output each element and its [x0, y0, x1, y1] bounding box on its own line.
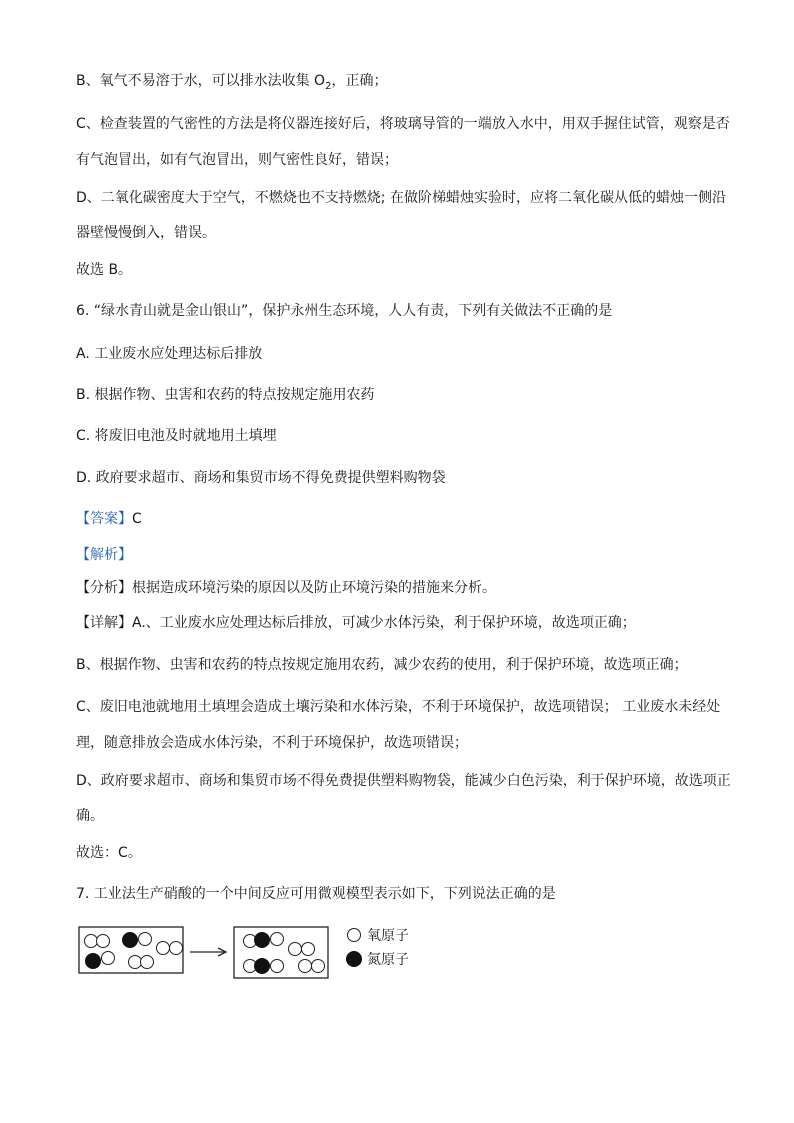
explain-b: B、根据作物、虫害和农药的特点按规定施用农药，减少农药的使用，利于保护环境，故选项正确； [76, 657, 688, 673]
option-6b: B. 根据作物、虫害和农药的特点按规定施用农药 [76, 387, 375, 403]
oxygen-atom [312, 960, 325, 973]
legend-nitrogen-label: 氮原子 [367, 952, 409, 968]
oxygen-atom [97, 935, 110, 948]
nitrogen-atom [254, 932, 270, 948]
fenxi-line: 【分析】根据造成环境污染的原因以及防止环境污染的措施来分析。 [76, 580, 496, 596]
line-c-air-tight-1: C、检查装置的气密性的方法是将仪器连接好后，将玻璃导管的一端放入水中，用双手握住试管，观察是否 [76, 116, 730, 132]
oxygen-atom [289, 943, 302, 956]
reaction-arrow-icon [190, 948, 226, 956]
oxygen-atom [139, 933, 152, 946]
oxygen-atom [141, 956, 154, 969]
explain-c-1: C、废旧电池就地用土填埋会造成土壤污染和水体污染，不利于环境保护，故选项错误； 工业废水未经处 [76, 699, 721, 715]
explain-d-2: 确。 [76, 808, 104, 824]
question-6: 6. “绿水青山就是金山银山”，保护永州生态环境，人人有责，下列有关做法不正确的是 [76, 303, 613, 319]
oxygen-atom [302, 943, 315, 956]
fenxi-tag: 【分析】 [76, 580, 132, 596]
oxygen-atom [129, 956, 142, 969]
analysis-tag: 【解析】 [76, 547, 132, 563]
legend-nitrogen-icon [346, 951, 362, 967]
option-6a: A. 工业废水应处理达标后排放 [76, 346, 263, 362]
nitrogen-atom [85, 953, 101, 969]
legend-oxygen-label: 氧原子 [367, 928, 409, 944]
oxygen-atom [271, 933, 284, 946]
line-b-oxygen: B、氧气不易溶于水，可以排水法收集 $O_2$，正确； [76, 73, 388, 92]
answer-value: C [132, 511, 142, 527]
oxygen-atom [170, 942, 183, 955]
oxygen-atom [157, 942, 170, 955]
xiangjie-line: 【详解】A.、工业废水应处理达标后排放，可减少水体污染，利于保护环境，故选项正确； [76, 615, 636, 631]
molecular-model-diagram [0, 920, 794, 990]
nitrogen-atom [254, 958, 270, 974]
oxygen-atom [299, 960, 312, 973]
oxygen-atom [85, 935, 98, 948]
analysis-heading [76, 545, 132, 565]
nitrogen-atom [122, 932, 138, 948]
line-d-co2-1: D、二氧化碳密度大于空气，不燃烧也不支持燃烧; 在做阶梯蜡烛实验时，应将二氧化碳从低的蜡烛一侧沿 [76, 190, 726, 206]
line-choose-c: 故选：C。 [76, 845, 142, 861]
explain-d-1: D、政府要求超市、商场和集贸市场不得免费提供塑料购物袋，能减少白色污染，利于保护环境，故选项正 [76, 773, 731, 789]
oxygen-atom [271, 960, 284, 973]
line-choose-b: 故选 B。 [76, 262, 133, 278]
legend-oxygen-icon [348, 929, 361, 942]
question-7: 7. 工业法生产硝酸的一个中间反应可用微观模型表示如下，下列说法正确的是 [76, 886, 556, 902]
xiangjie-tag: 【详解】 [76, 615, 132, 631]
explain-c-2: 理，随意排放会造成水体污染，不利于环境保护，故选项错误； [76, 735, 468, 751]
oxygen-atom [102, 952, 115, 965]
answer-tag: 【答案】 [76, 511, 132, 527]
line-d-co2-2: 器壁慢慢倒入，错误。 [76, 225, 216, 241]
option-6c: C. 将废旧电池及时就地用土填埋 [76, 428, 277, 444]
answer-line [76, 509, 142, 529]
line-c-air-tight-2: 有气泡冒出，如有气泡冒出，则气密性良好，错误； [76, 152, 398, 168]
option-6d: D. 政府要求超市、商场和集贸市场不得免费提供塑料购物袋 [76, 470, 446, 486]
